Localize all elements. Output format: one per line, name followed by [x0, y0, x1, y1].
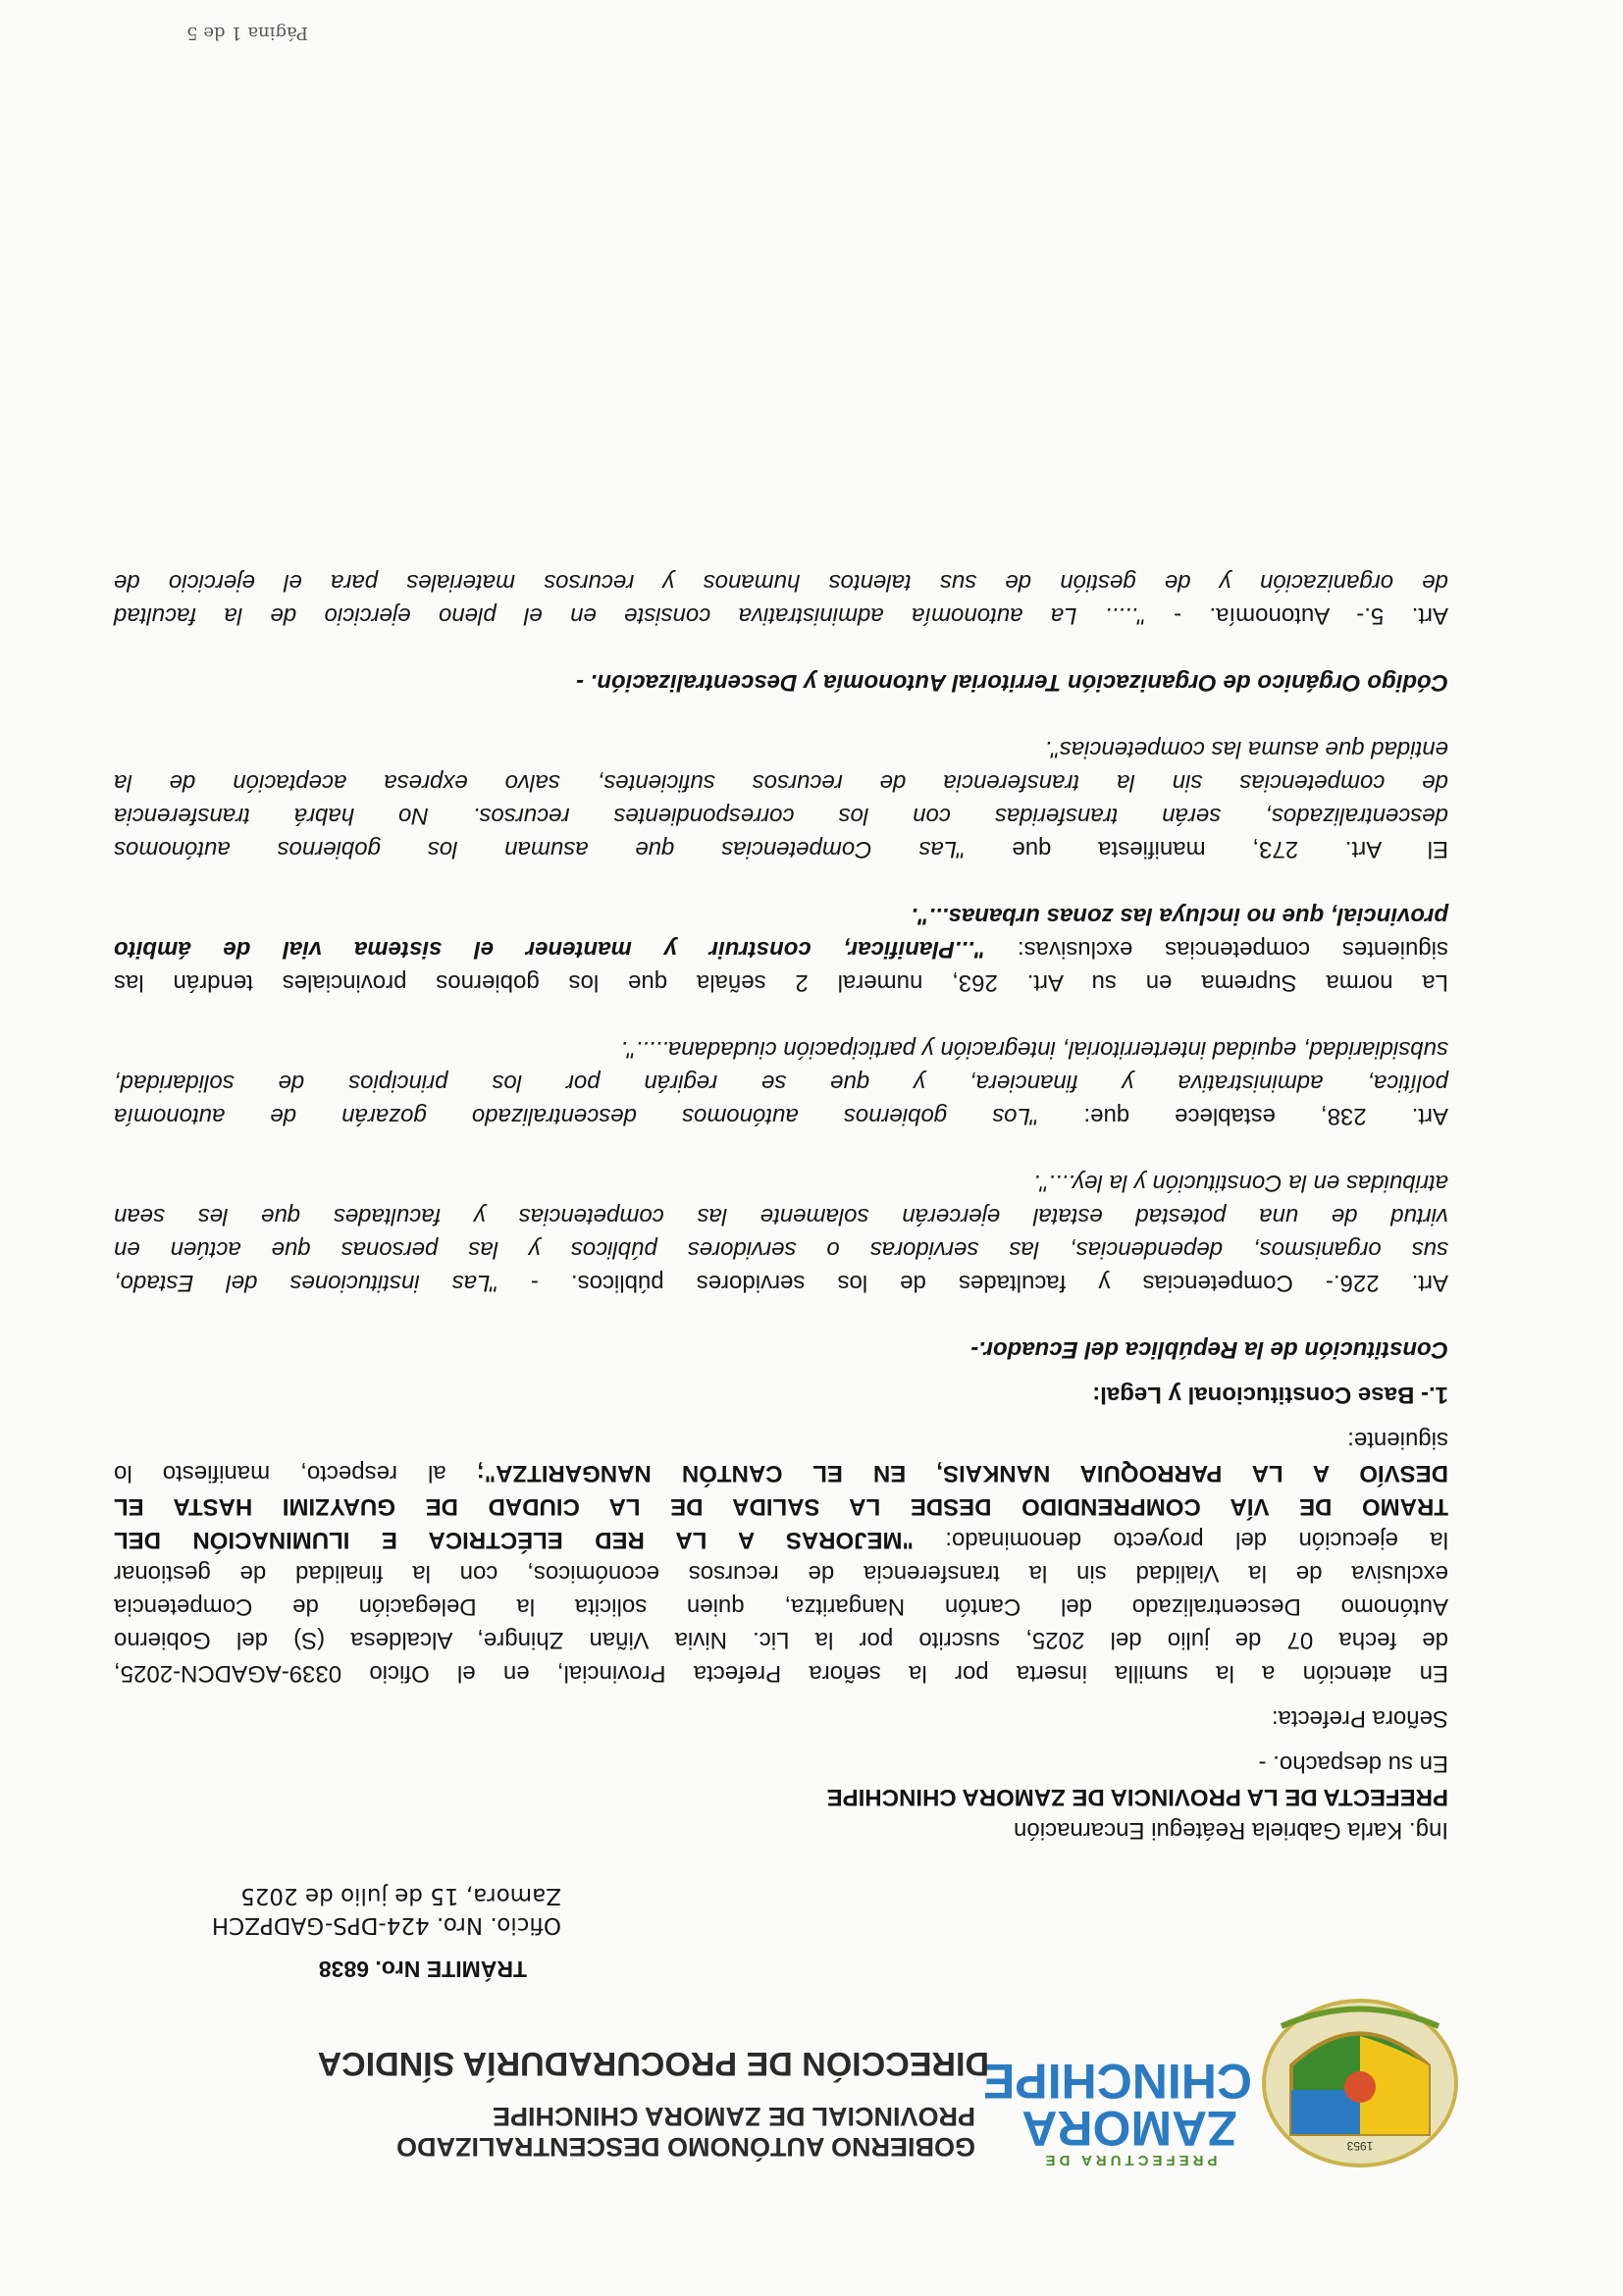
intro-text: la ejecución del proyecto denominado:: [945, 1527, 1448, 1553]
article-quote: política, administrativa y financiera, y que se regirán por los principios de solidaridad,: [114, 1070, 1448, 1096]
article-lead: Art. 226.- Competencias y facultades de los servidores públicos. -: [530, 1270, 1448, 1296]
article-quote: sus organismos, dependencias, las servidoras o servidores públicos y las personas que actúen en: [114, 1236, 1448, 1263]
section-heading: 1.- Base Constitucional y Legal:: [1092, 1382, 1448, 1408]
document-date: Zamora, 15 de julio de 2025: [240, 1883, 561, 1908]
greeting: Señora Prefecta:: [1271, 1705, 1448, 1732]
direction-title: DIRECCIÓN DE PROCURADURÍA SÍNDICA: [317, 2045, 989, 2082]
article-quote: provincial, que no incluya las zonas urbanas...".: [911, 903, 1448, 929]
intro-line: exclusiva de la Vialidad sin la transferencia de recursos económicos, con la finalidad de gestionar: [114, 1560, 1448, 1587]
art238-paragraph: [114, 1032, 1448, 1132]
art5-paragraph: [114, 565, 1448, 632]
oficio-number: Oficio. Nro. 424-DPS-GADPZCH: [211, 1912, 561, 1938]
article-quote: descentralizados, serán transferidas con los correspondientes recursos. No habrá transferencia: [114, 803, 1448, 829]
constitution-title: Constitución de la República del Ecuador.-: [970, 1336, 1448, 1363]
article-lead: siguientes competencias exclusivas:: [1017, 936, 1448, 963]
article-quote: atribuidas en la Constitución y la ley....".: [1033, 1170, 1448, 1196]
project-name: TRAMO DE VÍA COMPRENDIDO DESDE LA SALIDA DE LA CIUDAD DE GUAYZIMI HASTA EL: [114, 1493, 1448, 1520]
addressee-office: En su despacho. -: [1258, 1750, 1448, 1777]
article-quote: entidad que asuma las competencias".: [1044, 736, 1448, 762]
organization-name-line1: GOBIERNO AUTÓNOMO DESCENTRALIZADO: [396, 2132, 975, 2162]
intro-line: Autónomo Descentralizado del Cantón Nangaritza, quien solicita la Delegación de Competencia: [114, 1593, 1448, 1620]
art263-line: [114, 932, 1448, 965]
intro-line: siguiente:: [1347, 1427, 1448, 1453]
article-quote: virtud de una potestad estatal ejercerán solamente las competencias y facultades que les sean: [114, 1203, 1448, 1229]
addressee-name: Ing. Karla Gabriela Reátegui Encarnación: [1014, 1817, 1448, 1844]
intro-line: En atención a la sumilla inserta por la señora Prefecta Provincial, en el Oficio 0339-AGADCN-2025,: [114, 1660, 1448, 1687]
art5-line: [114, 599, 1448, 632]
article-quote: subsidiaridad, equidad interterritorial, integración y participación ciudadana.....".: [620, 1036, 1448, 1063]
logo-wordmark-chinchipe: CHINCHIPE: [981, 2054, 1252, 2109]
art226-line: [114, 1266, 1448, 1299]
project-name: DESVÍO A LA PARROQUIA NANKAIS, EN EL CANTÓN NANGARITZA";: [476, 1460, 1448, 1487]
logo-wordmark-zamora: ZAMORA: [1021, 2101, 1237, 2156]
art238-line: [114, 1099, 1448, 1132]
art263-paragraph: [114, 899, 1448, 999]
art226-paragraph: [114, 1166, 1448, 1299]
organization-name: [190, 2101, 975, 2162]
article-quote: "..... La autonomía administrativa consiste en el pleno ejercicio de la facultad: [114, 602, 1146, 629]
cootad-title: Código Orgánico de Organización Territorial Autonomía y Descentralización. -: [575, 669, 1448, 696]
article-quote: de organización y de gestión de sus talentos humanos y recursos materiales para el ejercicio de: [114, 569, 1448, 596]
prefecture-shield-logo: [1252, 1997, 1468, 2173]
letter-body: [114, 565, 1448, 1847]
article-quote: "Las instituciones del Estado,: [113, 1270, 498, 1296]
addressee-title: PREFECTA DE LA PROVINCIA DE ZAMORA CHINCHIPE: [826, 1784, 1448, 1810]
intro-line: [114, 1523, 1448, 1556]
article-quote: de competencias sin la transferencia de recursos suficientes, salvo expresa aceptación de la: [114, 769, 1448, 796]
article-quote: "...Planificar, construir y mantener el sistema vial de ámbito: [114, 936, 986, 963]
logo-wordmark: [981, 2054, 1252, 2168]
svg-text:1953: 1953: [1346, 2139, 1374, 2153]
intro-text: al respecto, manifiesto lo: [114, 1460, 446, 1487]
intro-paragraph: [114, 1423, 1448, 1690]
article-lead: Art. 5.- Autonomía. -: [1174, 602, 1448, 629]
article-lead: Art. 238, establece que:: [1083, 1103, 1448, 1129]
page-number: Página 1 de 5: [186, 23, 308, 43]
article-quote: "Las Competencias que asuman los gobiernos autónomos: [114, 836, 966, 862]
logo-wordmark-small: PREFECTURA DE: [1041, 2152, 1218, 2168]
intro-line: de fecha 07 de julio del 2025, suscrito por la Lic. Nivia Viñan Zhingre, Alcaldesa (S) del Gobierno: [114, 1627, 1448, 1653]
tramite-number: TRÁMITE Nro. 6838: [318, 1957, 527, 1982]
article-lead: El Art. 273, manifiesta que: [1012, 836, 1448, 862]
article-quote: "Los gobiernos autónomos descentralizado gozarán de autonomía: [113, 1103, 1039, 1129]
intro-line: [114, 1456, 1448, 1489]
organization-name-line2: PROVINCIAL DE ZAMORA CHINCHIPE: [492, 2102, 975, 2131]
article-text: La norma Suprema en su Art. 263, numeral 2 señala que los gobiernos provinciales tendrán las: [114, 969, 1448, 996]
art273-line: [114, 832, 1448, 865]
art273-paragraph: [114, 732, 1448, 865]
project-name: "MEJORAS A LA RED ELÉCTRICA E ILUMINACIÓN DEL: [113, 1527, 914, 1553]
